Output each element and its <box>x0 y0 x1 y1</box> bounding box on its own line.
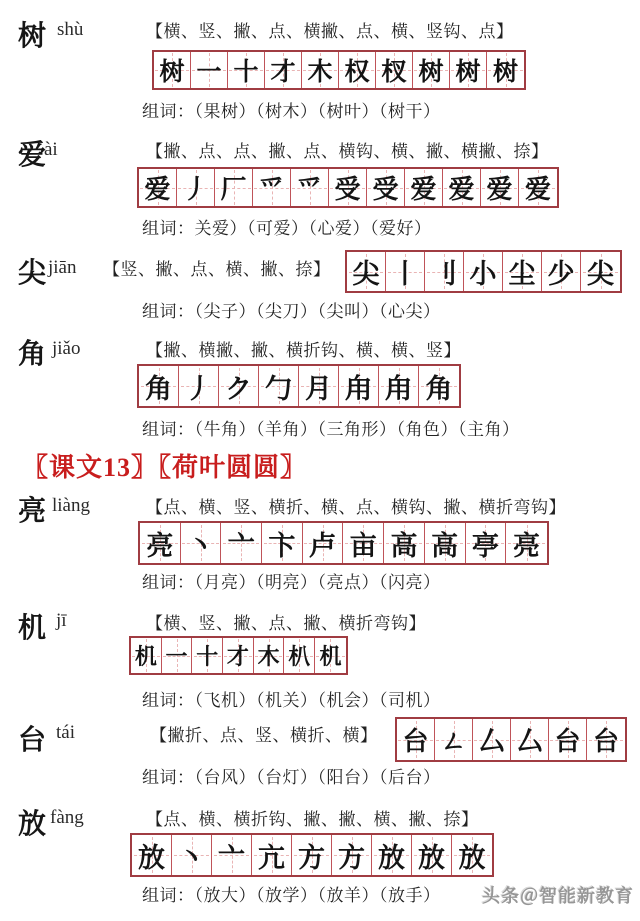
stroke-step-cell: 亭 <box>466 523 507 563</box>
word-list: 组词：（飞机）（机关）（机会）（司机） <box>142 691 441 710</box>
stroke-grid <box>130 833 494 877</box>
stroke-order-list: 【横、竖、撇、点、横撇、点、横、竖钩、点】 <box>146 22 514 41</box>
stroke-step-cell: 甪 <box>379 366 419 406</box>
stroke-step-cell: 厶 <box>511 719 549 760</box>
stroke-step-cell: 亮 <box>506 523 547 563</box>
stroke-step-cell: 月 <box>299 366 339 406</box>
stroke-step-cell: ㄥ <box>435 719 473 760</box>
stroke-grid <box>138 521 549 565</box>
stroke-step-cell: 一 <box>162 638 193 673</box>
stroke-step-cell: 角 <box>139 366 179 406</box>
stroke-order-list: 【点、横、竖、横折、横、点、横钩、撇、横折弯钩】 <box>146 498 566 517</box>
stroke-step-cell: 丿 <box>179 366 219 406</box>
stroke-step-cell: 放 <box>372 835 412 875</box>
word-list: 组词：关爱）（可爱）（心爱）（爱好） <box>142 219 432 238</box>
stroke-grid <box>395 717 627 762</box>
hanzi-char: 角 <box>18 339 47 370</box>
stroke-step-cell: 台 <box>587 719 625 760</box>
pinyin: jiǎo <box>52 338 81 359</box>
stroke-step-cell: 爫 <box>291 169 329 206</box>
hanzi-char: 放 <box>18 809 47 840</box>
stroke-step-cell: 树 <box>450 52 487 88</box>
stroke-step-cell: 丿 <box>177 169 215 206</box>
word-list: 组词：（月亮）（明亮）（亮点）（闪亮） <box>142 573 441 592</box>
stroke-step-cell: 卢 <box>303 523 344 563</box>
stroke-order-list: 【横、竖、撇、点、撇、横折弯钩】 <box>146 614 426 633</box>
stroke-step-cell: 爫 <box>253 169 291 206</box>
watermark: 头条＠智能新教育 <box>482 886 634 906</box>
stroke-grid <box>152 50 526 90</box>
stroke-step-cell: 卞 <box>262 523 303 563</box>
stroke-step-cell: 树 <box>154 52 191 88</box>
lesson-title: 〖荷叶圆圆〗 <box>158 453 308 482</box>
pinyin: tái <box>56 722 75 743</box>
stroke-step-cell: 少 <box>542 252 581 291</box>
stroke-step-cell: 受 <box>329 169 367 206</box>
stroke-step-cell: 十 <box>228 52 265 88</box>
stroke-step-cell: 丶 <box>181 523 222 563</box>
pinyin: ài <box>44 139 58 160</box>
pinyin: fàng <box>50 807 84 828</box>
stroke-step-cell: 台 <box>549 719 587 760</box>
stroke-order-list: 【撇、点、点、撇、点、横钩、横、撇、横撇、捺】 <box>146 142 549 161</box>
pinyin: jiān <box>48 257 77 278</box>
stroke-step-cell: 厂 <box>215 169 253 206</box>
word-list: 组词：（尖子）（尖刀）（尖叫）（心尖） <box>142 302 441 321</box>
stroke-step-cell: 放 <box>412 835 452 875</box>
stroke-step-cell: 角 <box>419 366 459 406</box>
stroke-step-cell: 亠 <box>221 523 262 563</box>
stroke-step-cell: 树 <box>487 52 524 88</box>
stroke-step-cell: 小 <box>464 252 503 291</box>
stroke-step-cell: 方 <box>332 835 372 875</box>
stroke-step-cell: 机 <box>131 638 162 673</box>
hanzi-char: 台 <box>18 725 47 756</box>
stroke-step-cell: 爱 <box>481 169 519 206</box>
stroke-step-cell: 丨 <box>386 252 425 291</box>
stroke-step-cell: 一 <box>191 52 228 88</box>
hanzi-char: 尖 <box>18 258 47 289</box>
stroke-step-cell: 木 <box>254 638 285 673</box>
stroke-step-cell: 甪 <box>339 366 379 406</box>
stroke-step-cell: 爱 <box>405 169 443 206</box>
stroke-order-list: 【竖、撇、点、横、撇、捺】 <box>103 260 331 279</box>
stroke-grid <box>137 364 461 408</box>
stroke-step-cell: 台 <box>397 719 435 760</box>
stroke-step-cell: 朳 <box>284 638 315 673</box>
stroke-step-cell: 亠 <box>212 835 252 875</box>
stroke-step-cell: 权 <box>339 52 376 88</box>
stroke-step-cell: ク <box>219 366 259 406</box>
stroke-step-cell: 爱 <box>519 169 557 206</box>
stroke-step-cell: 尖 <box>581 252 620 291</box>
stroke-step-cell: 高 <box>425 523 466 563</box>
stroke-grid <box>137 167 559 208</box>
stroke-step-cell: 才 <box>265 52 302 88</box>
stroke-step-cell: 放 <box>452 835 492 875</box>
stroke-step-cell: 亢 <box>252 835 292 875</box>
stroke-step-cell: 才 <box>223 638 254 673</box>
hanzi-char: 机 <box>18 613 47 644</box>
stroke-step-cell: 尘 <box>503 252 542 291</box>
stroke-order-list: 【撇、横撇、撇、横折钩、横、横、竖】 <box>146 341 461 360</box>
word-list: 组词：（放大）（放学）（放羊）（放手） <box>142 886 441 905</box>
hanzi-char: 爱 <box>18 140 47 171</box>
stroke-step-cell: 亮 <box>140 523 181 563</box>
stroke-step-cell: 方 <box>292 835 332 875</box>
hanzi-char: 亮 <box>18 496 47 527</box>
word-list: 组词：（台风）（台灯）（阳台）（后台） <box>142 768 441 787</box>
stroke-step-cell: 十 <box>192 638 223 673</box>
pinyin: liàng <box>52 495 90 516</box>
pinyin: jī <box>56 610 67 631</box>
hanzi-char: 树 <box>18 21 47 52</box>
pinyin: shù <box>57 19 84 40</box>
section-header <box>22 447 307 484</box>
stroke-step-cell: 亩 <box>343 523 384 563</box>
stroke-step-cell: 丶 <box>172 835 212 875</box>
stroke-order-list: 【撇折、点、竖、横折、横】 <box>150 726 378 745</box>
stroke-step-cell: 尖 <box>347 252 386 291</box>
stroke-step-cell: 爱 <box>139 169 177 206</box>
stroke-step-cell: 放 <box>132 835 172 875</box>
word-list: 组词：（果树）（树木）（树叶）（树干） <box>142 102 441 121</box>
stroke-step-cell: 刂 <box>425 252 464 291</box>
stroke-step-cell: 勹 <box>259 366 299 406</box>
stroke-step-cell: 厶 <box>473 719 511 760</box>
stroke-step-cell: 木 <box>302 52 339 88</box>
stroke-grid <box>129 636 348 675</box>
stroke-step-cell: 机 <box>315 638 346 673</box>
stroke-step-cell: 树 <box>413 52 450 88</box>
stroke-grid <box>345 250 622 293</box>
stroke-step-cell: 受 <box>367 169 405 206</box>
lesson-number: 〖课文13〗 <box>22 453 159 482</box>
stroke-step-cell: 杈 <box>376 52 413 88</box>
stroke-step-cell: 爱 <box>443 169 481 206</box>
stroke-order-list: 【点、横、横折钩、撇、撇、横、撇、捺】 <box>146 810 479 829</box>
word-list: 组词：（牛角）（羊角）（三角形）（角色）（主角） <box>142 420 520 439</box>
stroke-step-cell: 高 <box>384 523 425 563</box>
